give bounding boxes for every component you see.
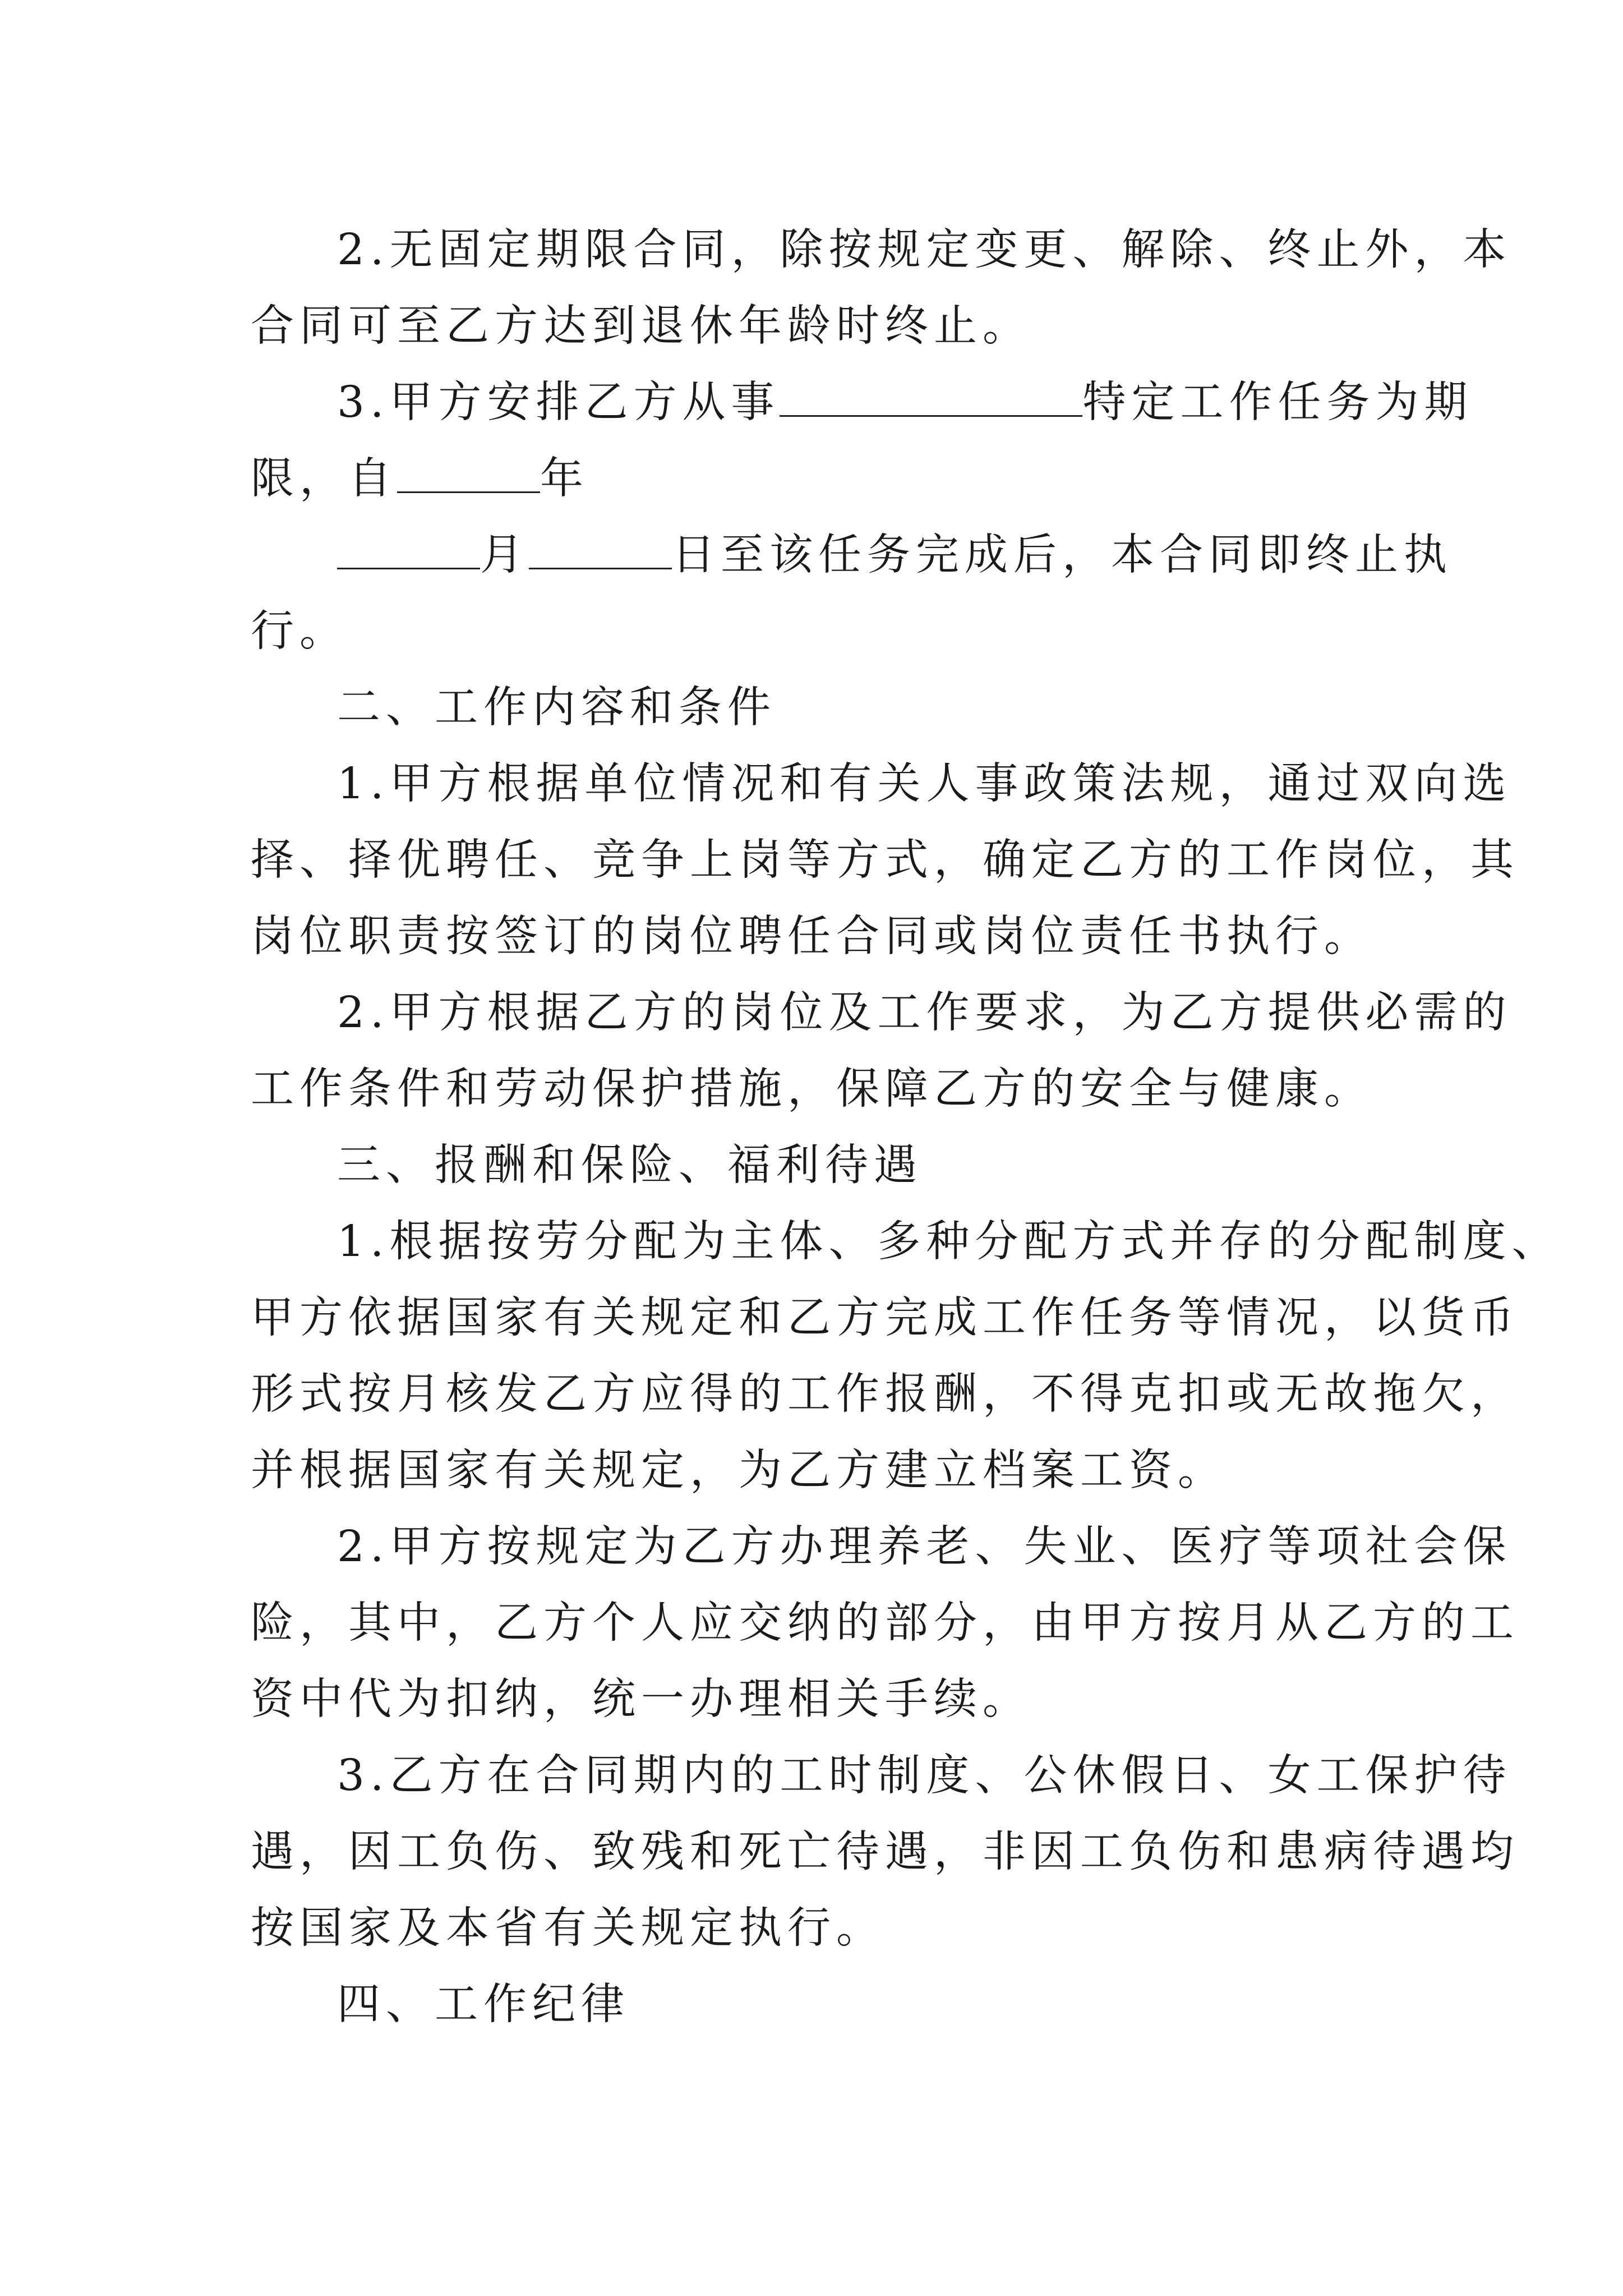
clause-2-line-2: 合同可至乙方达到退休年龄时终止。 — [251, 301, 1031, 351]
pay-clause-2-line-2: 险，其中，乙方个人应交纳的部分，由甲方按月从乙方的工 — [251, 1598, 1519, 1648]
section-heading-work-content: 二、工作内容和条件 — [337, 683, 776, 733]
contract-text — [251, 212, 1561, 2043]
pay-clause-1-line-4: 并根据国家有关规定，为乙方建立档案工资。 — [251, 1446, 1227, 1496]
clause-3-line-4: 行。 — [251, 606, 348, 656]
work-clause-2-line-1: 2.甲方根据乙方的岗位及工作要求，为乙方提供必需的 — [337, 988, 1512, 1038]
section-heading-discipline: 四、工作纪律 — [337, 1980, 630, 2030]
pay-clause-1-line-1: 1.根据按劳分配为主体、多种分配方式并存的分配制度、 — [337, 1217, 1561, 1267]
month-blank-field[interactable] — [337, 528, 480, 569]
pay-clause-2-line-3: 资中代为扣纳，统一办理相关手续。 — [251, 1674, 1031, 1724]
pay-clause-3-line-1: 3.乙方在合同期内的工时制度、公休假日、女工保护待 — [337, 1751, 1512, 1801]
day-blank-field[interactable] — [529, 528, 672, 569]
work-clause-1-line-2: 择、择优聘任、竞争上岗等方式，确定乙方的工作岗位，其 — [251, 835, 1519, 885]
pay-clause-1-line-3: 形式按月核发乙方应得的工作报酬，不得克扣或无故拖欠， — [251, 1369, 1519, 1419]
clause-3-line-3: 月 日至该任务完成后，本合同即终止执 — [251, 517, 1374, 593]
section-heading-compensation: 三、报酬和保险、福利待遇 — [337, 1140, 923, 1190]
pay-clause-3-line-3: 按国家及本省有关规定执行。 — [251, 1903, 885, 1953]
work-clause-1-line-3: 岗位职责按签订的岗位聘任合同或岗位责任书执行。 — [251, 912, 1373, 961]
clause-2-line-1: 2.无固定期限合同，除按规定变更、解除、终止外，本 — [337, 225, 1512, 275]
pay-clause-1-line-2: 甲方依据国家有关规定和乙方完成工作任务等情况，以货币 — [251, 1293, 1519, 1343]
clause-3-line-1: 3.甲方安排乙方从事 特定工作任务为期 — [251, 365, 1374, 441]
work-clause-1-line-1: 1.甲方根据单位情况和有关人事政策法规，通过双向选 — [337, 759, 1512, 809]
pay-clause-3-line-2: 遇，因工负伤、致残和死亡待遇，非因工负伤和患病待遇均 — [251, 1827, 1519, 1877]
clause-3-line-2: 限，自 年 — [251, 441, 1374, 517]
task-blank-field[interactable] — [780, 376, 1082, 417]
pay-clause-2-line-1: 2.甲方按规定为乙方办理养老、失业、医疗等项社会保 — [337, 1522, 1512, 1572]
work-clause-2-line-2: 工作条件和劳动保护措施，保障乙方的安全与健康。 — [251, 1064, 1373, 1114]
year-blank-field[interactable] — [397, 452, 540, 493]
